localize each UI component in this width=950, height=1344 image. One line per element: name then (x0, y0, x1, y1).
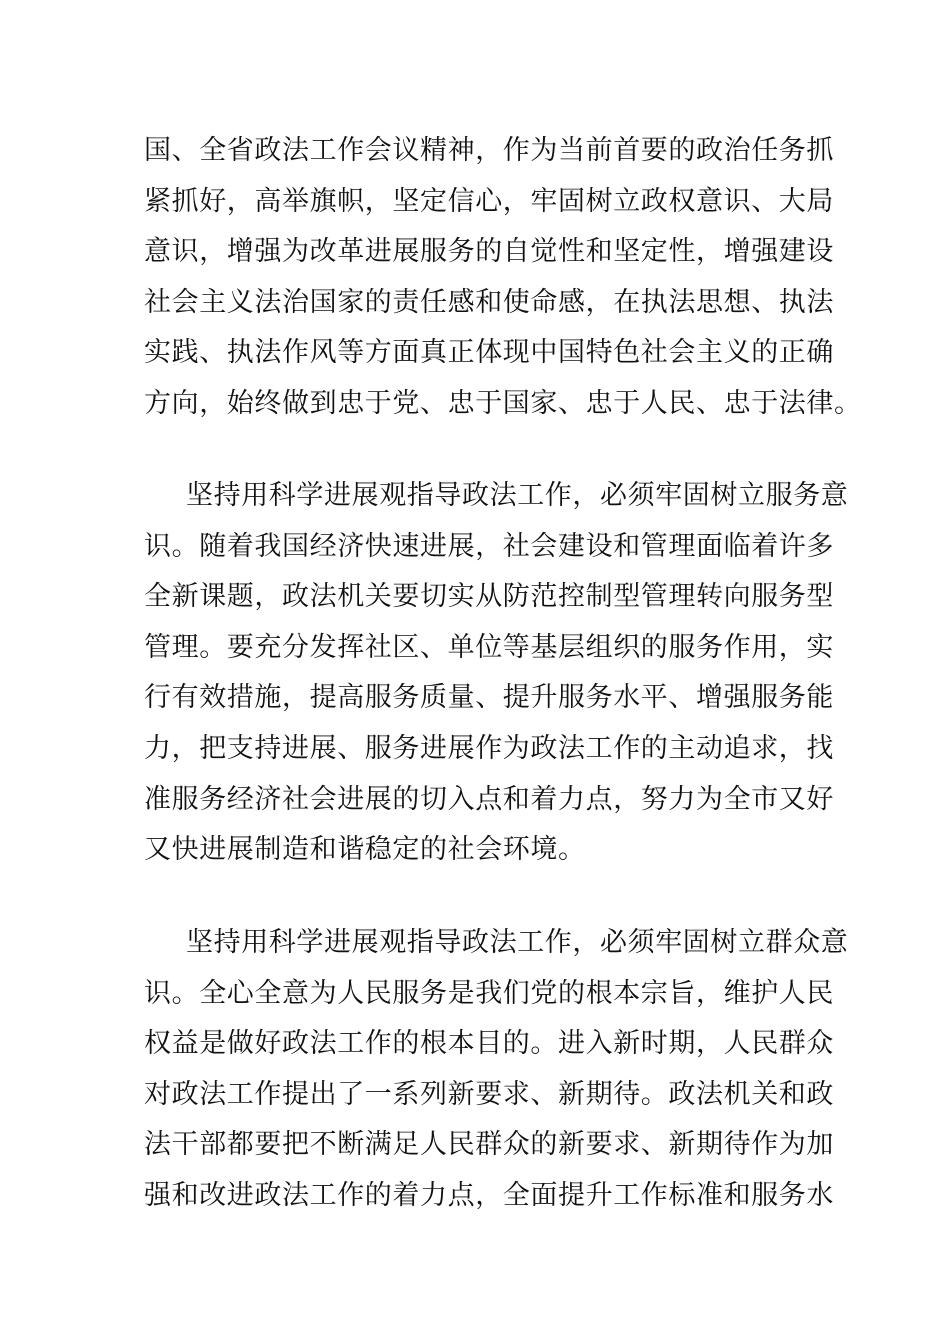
paragraph-line: 实践、执法作风等方面真正体现中国特色社会主义的正确 (144, 337, 834, 369)
paragraph-line: 力，把支持进展、服务进展作为政法工作的主动追求，找 (144, 732, 834, 764)
paragraph-1 (144, 126, 862, 430)
paragraph-line: 强和改进政法工作的着力点，全面提升工作标准和服务水 (144, 1179, 834, 1211)
paragraph-line: 全新课题，政法机关要切实从防范控制型管理转向服务型 (144, 581, 834, 613)
paragraph-line: 管理。要充分发挥社区、单位等基层组织的服务作用，实 (144, 631, 834, 663)
paragraph-line: 又快进展制造和谐稳定的社会环境。 (144, 834, 586, 866)
paragraph-line: 坚持用科学进展观指导政法工作，必须牢固树立服务意 (186, 480, 849, 511)
paragraph-line: 对政法工作提出了一系列新要求、新期待。政法机关和政 (144, 1078, 834, 1110)
paragraph-line: 识。随着我国经济快速进展，社会建设和管理面临着许多 (144, 530, 834, 562)
paragraph-line: 国、全省政法工作会议精神，作为当前首要的政治任务抓 (144, 135, 834, 166)
paragraph-2 (144, 471, 849, 876)
paragraph-line: 识。全心全意为人民服务是我们党的根本宗旨，维护人民 (144, 977, 834, 1009)
paragraph-line: 紧抓好，高举旗帜，坚定信心，牢固树立政权意识、大局 (144, 185, 834, 217)
paragraph-line: 准服务经济社会进展的切入点和着力点，努力为全市又好 (144, 783, 834, 815)
paragraph-line: 方向，始终做到忠于党、忠于国家、忠于人民、忠于法律。 (144, 387, 862, 419)
paragraph-line: 行有效措施，提高服务质量、提升服务水平、增强服务能 (144, 682, 834, 714)
paragraph-line: 权益是做好政法工作的根本目的。进入新时期，人民群众 (144, 1028, 834, 1060)
paragraph-line: 坚持用科学进展观指导政法工作，必须牢固树立群众意 (186, 927, 849, 958)
paragraph-line: 法干部都要把不断满足人民群众的新要求、新期待作为加 (144, 1129, 834, 1161)
paragraph-line: 社会主义法治国家的责任感和使命感，在执法思想、执法 (144, 286, 834, 318)
paragraph-3 (144, 918, 849, 1222)
paragraph-line: 意识，增强为改革进展服务的自觉性和坚定性，增强建设 (144, 236, 834, 268)
